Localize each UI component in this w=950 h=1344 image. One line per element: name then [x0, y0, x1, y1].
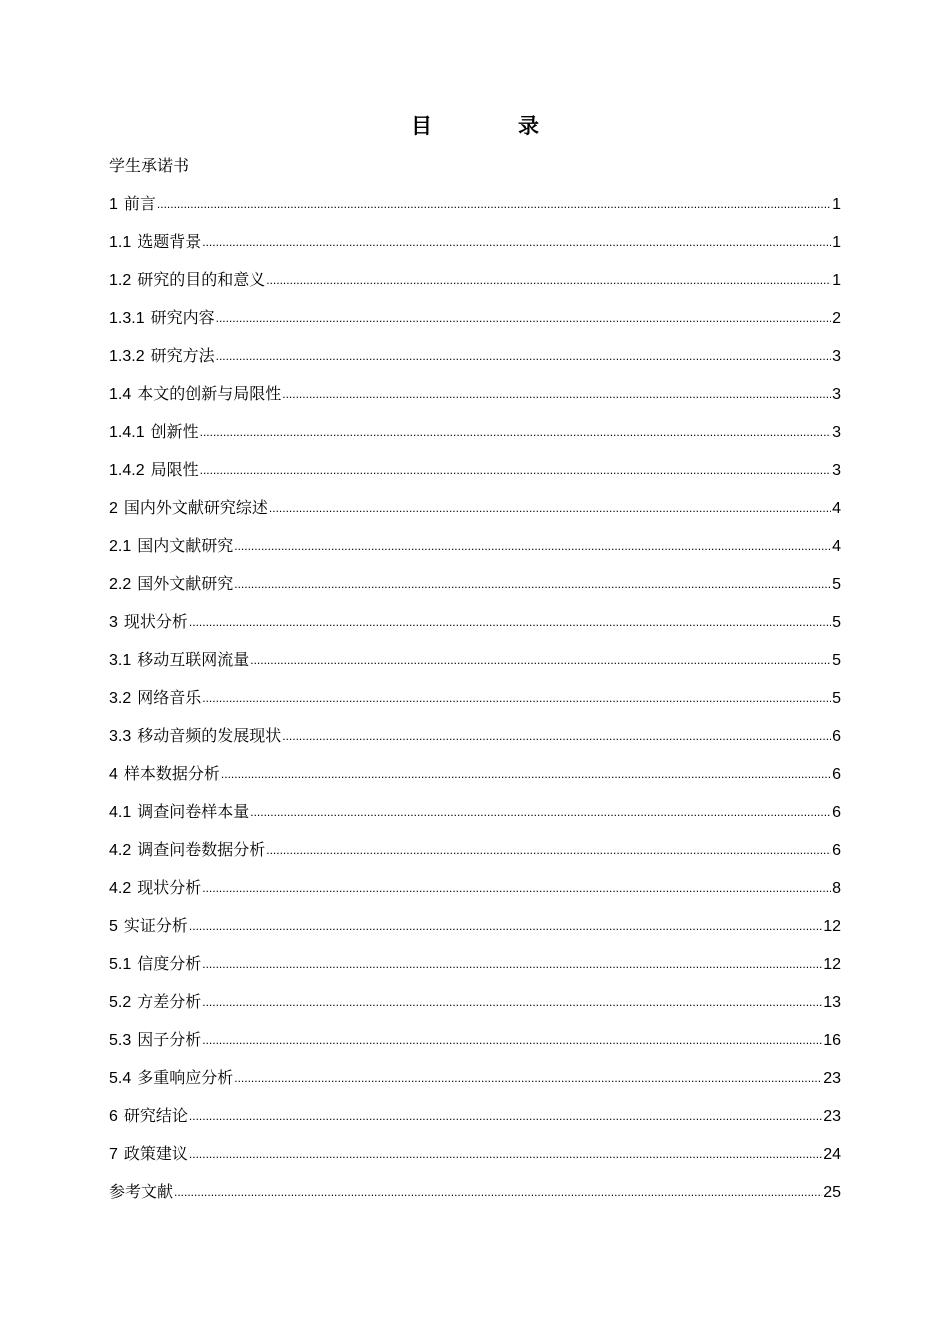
toc-entry-text: 样本数据分析	[123, 766, 220, 783]
toc-entry-number: 3.1	[109, 652, 132, 669]
toc-entry-text: 局限性	[150, 462, 199, 479]
toc-dot-leader	[269, 489, 831, 527]
toc-entry-text: 参考文献	[109, 1184, 174, 1201]
toc-page-number: 16	[823, 1032, 841, 1049]
toc-list	[109, 148, 841, 1212]
toc-page-number: 1	[832, 234, 841, 251]
toc-entry[interactable]	[109, 984, 841, 1022]
toc-dot-leader	[282, 717, 831, 755]
toc-entry-label	[109, 984, 201, 1022]
toc-entry[interactable]	[109, 1022, 841, 1060]
toc-page-number: 12	[823, 956, 841, 973]
toc-dot-leader	[216, 337, 831, 375]
toc-page-number: 25	[823, 1184, 841, 1201]
toc-entry-label	[109, 946, 201, 984]
toc-entry-label	[109, 1174, 173, 1212]
toc-entry-text: 政策建议	[123, 1146, 188, 1163]
toc-entry-label	[109, 832, 265, 870]
toc-entry-label	[109, 452, 199, 490]
toc-entry[interactable]	[109, 604, 841, 642]
toc-entry[interactable]	[109, 1136, 841, 1174]
toc-dot-leader	[282, 375, 831, 413]
toc-entry-label	[109, 680, 201, 718]
toc-entry-text: 本文的创新与局限性	[137, 386, 282, 403]
toc-entry-number: 1.4.1	[109, 424, 145, 441]
toc-dot-leader	[157, 185, 831, 223]
toc-entry[interactable]	[109, 832, 841, 870]
toc-page-number: 3	[832, 462, 841, 479]
toc-entry-text: 现状分析	[137, 880, 202, 897]
toc-page-number: 12	[823, 918, 841, 935]
toc-page-number: 23	[823, 1070, 841, 1087]
toc-entry-number: 2	[109, 500, 118, 517]
toc-entry[interactable]	[109, 338, 841, 376]
toc-entry-text: 创新性	[150, 424, 199, 441]
toc-entry-text: 方差分析	[137, 994, 202, 1011]
toc-dot-leader	[200, 451, 831, 489]
toc-entry-label	[109, 186, 156, 224]
toc-entry-text: 学生承诺书	[109, 158, 190, 175]
toc-dot-leader	[216, 299, 831, 337]
toc-entry-label	[109, 224, 201, 262]
toc-entry[interactable]	[109, 718, 841, 756]
toc-entry-label	[109, 1060, 233, 1098]
toc-page-number: 23	[823, 1108, 841, 1125]
toc-entry-label	[109, 262, 265, 300]
toc-entry-text: 调查问卷数据分析	[137, 842, 266, 859]
toc-entry-label	[109, 642, 249, 680]
toc-dot-leader	[266, 831, 831, 869]
toc-dot-leader	[234, 565, 831, 603]
toc-entry[interactable]	[109, 908, 841, 946]
toc-entry[interactable]	[109, 490, 841, 528]
toc-dot-leader	[202, 1021, 822, 1059]
toc-entry-label	[109, 566, 233, 604]
toc-entry-number: 4.2	[109, 842, 132, 859]
toc-entry-label	[109, 1136, 188, 1174]
toc-entry[interactable]	[109, 1098, 841, 1136]
toc-dot-leader	[189, 907, 822, 945]
toc-entry[interactable]	[109, 946, 841, 984]
toc-entry-text: 因子分析	[137, 1032, 202, 1049]
toc-page-number: 24	[823, 1146, 841, 1163]
toc-dot-leader	[174, 1173, 822, 1211]
toc-title: 目录	[411, 115, 625, 138]
toc-dot-leader	[189, 1135, 822, 1173]
toc-entry[interactable]	[109, 300, 841, 338]
toc-entry[interactable]	[109, 870, 841, 908]
toc-entry-number: 5.2	[109, 994, 132, 1011]
toc-entry-text: 实证分析	[123, 918, 188, 935]
toc-entry-label	[109, 338, 215, 376]
toc-dot-leader	[250, 793, 831, 831]
toc-entry-label	[109, 414, 199, 452]
toc-entry-text: 现状分析	[123, 614, 188, 631]
toc-dot-leader	[234, 1059, 822, 1097]
toc-entry-number: 2.1	[109, 538, 132, 555]
toc-entry-number: 1.3.1	[109, 310, 145, 327]
toc-entry-text: 多重响应分析	[137, 1070, 234, 1087]
toc-entry-number: 5.1	[109, 956, 132, 973]
toc-entry-text: 选题背景	[137, 234, 202, 251]
toc-entry-number: 3	[109, 614, 118, 631]
toc-entry-number: 5.4	[109, 1070, 132, 1087]
toc-entry-number: 3.3	[109, 728, 132, 745]
toc-entry-number: 1.1	[109, 234, 132, 251]
toc-entry-number: 1	[109, 196, 118, 213]
toc-entry[interactable]	[109, 414, 841, 452]
toc-entry-number: 6	[109, 1108, 118, 1125]
toc-entry-label	[109, 1098, 188, 1136]
toc-entry-text: 研究内容	[150, 310, 215, 327]
toc-entry-number: 5	[109, 918, 118, 935]
toc-entry[interactable]	[109, 148, 841, 186]
toc-dot-leader	[250, 641, 831, 679]
toc-dot-leader	[202, 679, 831, 717]
toc-entry-number: 2.2	[109, 576, 132, 593]
toc-entry-label	[109, 528, 233, 566]
toc-entry[interactable]	[109, 566, 841, 604]
toc-entry[interactable]	[109, 1174, 841, 1212]
toc-entry-number: 1.4	[109, 386, 132, 403]
toc-page-number: 3	[832, 424, 841, 441]
toc-page-number: 3	[832, 386, 841, 403]
toc-entry[interactable]	[109, 376, 841, 414]
toc-entry-text: 研究结论	[123, 1108, 188, 1125]
toc-entry-number: 4	[109, 766, 118, 783]
toc-entry-text: 移动音频的发展现状	[137, 728, 282, 745]
toc-entry-text: 移动互联网流量	[137, 652, 250, 669]
toc-entry[interactable]	[109, 262, 841, 300]
toc-page-number: 6	[832, 766, 841, 783]
toc-entry-text: 研究方法	[150, 348, 215, 365]
toc-entry-label	[109, 376, 281, 414]
toc-page-number: 5	[832, 614, 841, 631]
toc-dot-leader	[202, 945, 822, 983]
toc-entry-text: 网络音乐	[137, 690, 202, 707]
toc-entry-label	[109, 794, 249, 832]
toc-entry[interactable]	[109, 642, 841, 680]
toc-entry-label	[109, 718, 281, 756]
toc-dot-leader	[202, 223, 831, 261]
toc-page-number: 3	[832, 348, 841, 365]
toc-entry[interactable]	[109, 1060, 841, 1098]
toc-page-number: 6	[832, 804, 841, 821]
toc-entry-text: 信度分析	[137, 956, 202, 973]
toc-page-number: 6	[832, 728, 841, 745]
toc-entry-label	[109, 604, 188, 642]
toc-entry-text: 国内文献研究	[137, 538, 234, 555]
toc-entry-label	[109, 490, 268, 528]
toc-entry[interactable]	[109, 794, 841, 832]
toc-entry-label	[109, 756, 220, 794]
toc-page-number: 8	[832, 880, 841, 897]
toc-entry-number: 5.3	[109, 1032, 132, 1049]
toc-page-number: 6	[832, 842, 841, 859]
toc-dot-leader	[266, 261, 831, 299]
toc-entry-text: 前言	[123, 196, 156, 213]
toc-entry-text: 国外文献研究	[137, 576, 234, 593]
toc-dot-leader	[202, 869, 831, 907]
toc-page-number: 5	[832, 690, 841, 707]
toc-entry-number: 4.2	[109, 880, 132, 897]
toc-entry-text: 调查问卷样本量	[137, 804, 250, 821]
toc-entry[interactable]	[109, 680, 841, 718]
toc-page-number: 13	[823, 994, 841, 1011]
toc-page-number: 5	[832, 576, 841, 593]
toc-entry-number: 1.4.2	[109, 462, 145, 479]
toc-page-number: 2	[832, 310, 841, 327]
toc-dot-leader	[234, 527, 831, 565]
toc-dot-leader	[189, 1097, 822, 1135]
toc-dot-leader	[200, 413, 831, 451]
toc-entry-text: 国内外文献研究综述	[123, 500, 268, 517]
toc-dot-leader	[189, 603, 831, 641]
toc-entry-label	[109, 148, 189, 186]
toc-entry-label	[109, 870, 201, 908]
toc-entry[interactable]	[109, 224, 841, 262]
toc-page-number: 1	[832, 196, 841, 213]
toc-page-number: 4	[832, 538, 841, 555]
toc-entry[interactable]	[109, 186, 841, 224]
toc-entry-text: 研究的目的和意义	[137, 272, 266, 289]
toc-entry-number: 3.2	[109, 690, 132, 707]
toc-page-number: 5	[832, 652, 841, 669]
toc-entry-number: 1.3.2	[109, 348, 145, 365]
toc-page-number: 1	[832, 272, 841, 289]
toc-entry-number: 4.1	[109, 804, 132, 821]
toc-entry[interactable]	[109, 528, 841, 566]
toc-entry-label	[109, 300, 215, 338]
toc-dot-leader	[221, 755, 831, 793]
toc-dot-leader	[202, 983, 822, 1021]
toc-entry-label	[109, 1022, 201, 1060]
toc-entry[interactable]	[109, 452, 841, 490]
toc-entry-number: 1.2	[109, 272, 132, 289]
toc-entry-number: 7	[109, 1146, 118, 1163]
toc-page-number: 4	[832, 500, 841, 517]
toc-entry-label	[109, 908, 188, 946]
toc-entry[interactable]	[109, 756, 841, 794]
